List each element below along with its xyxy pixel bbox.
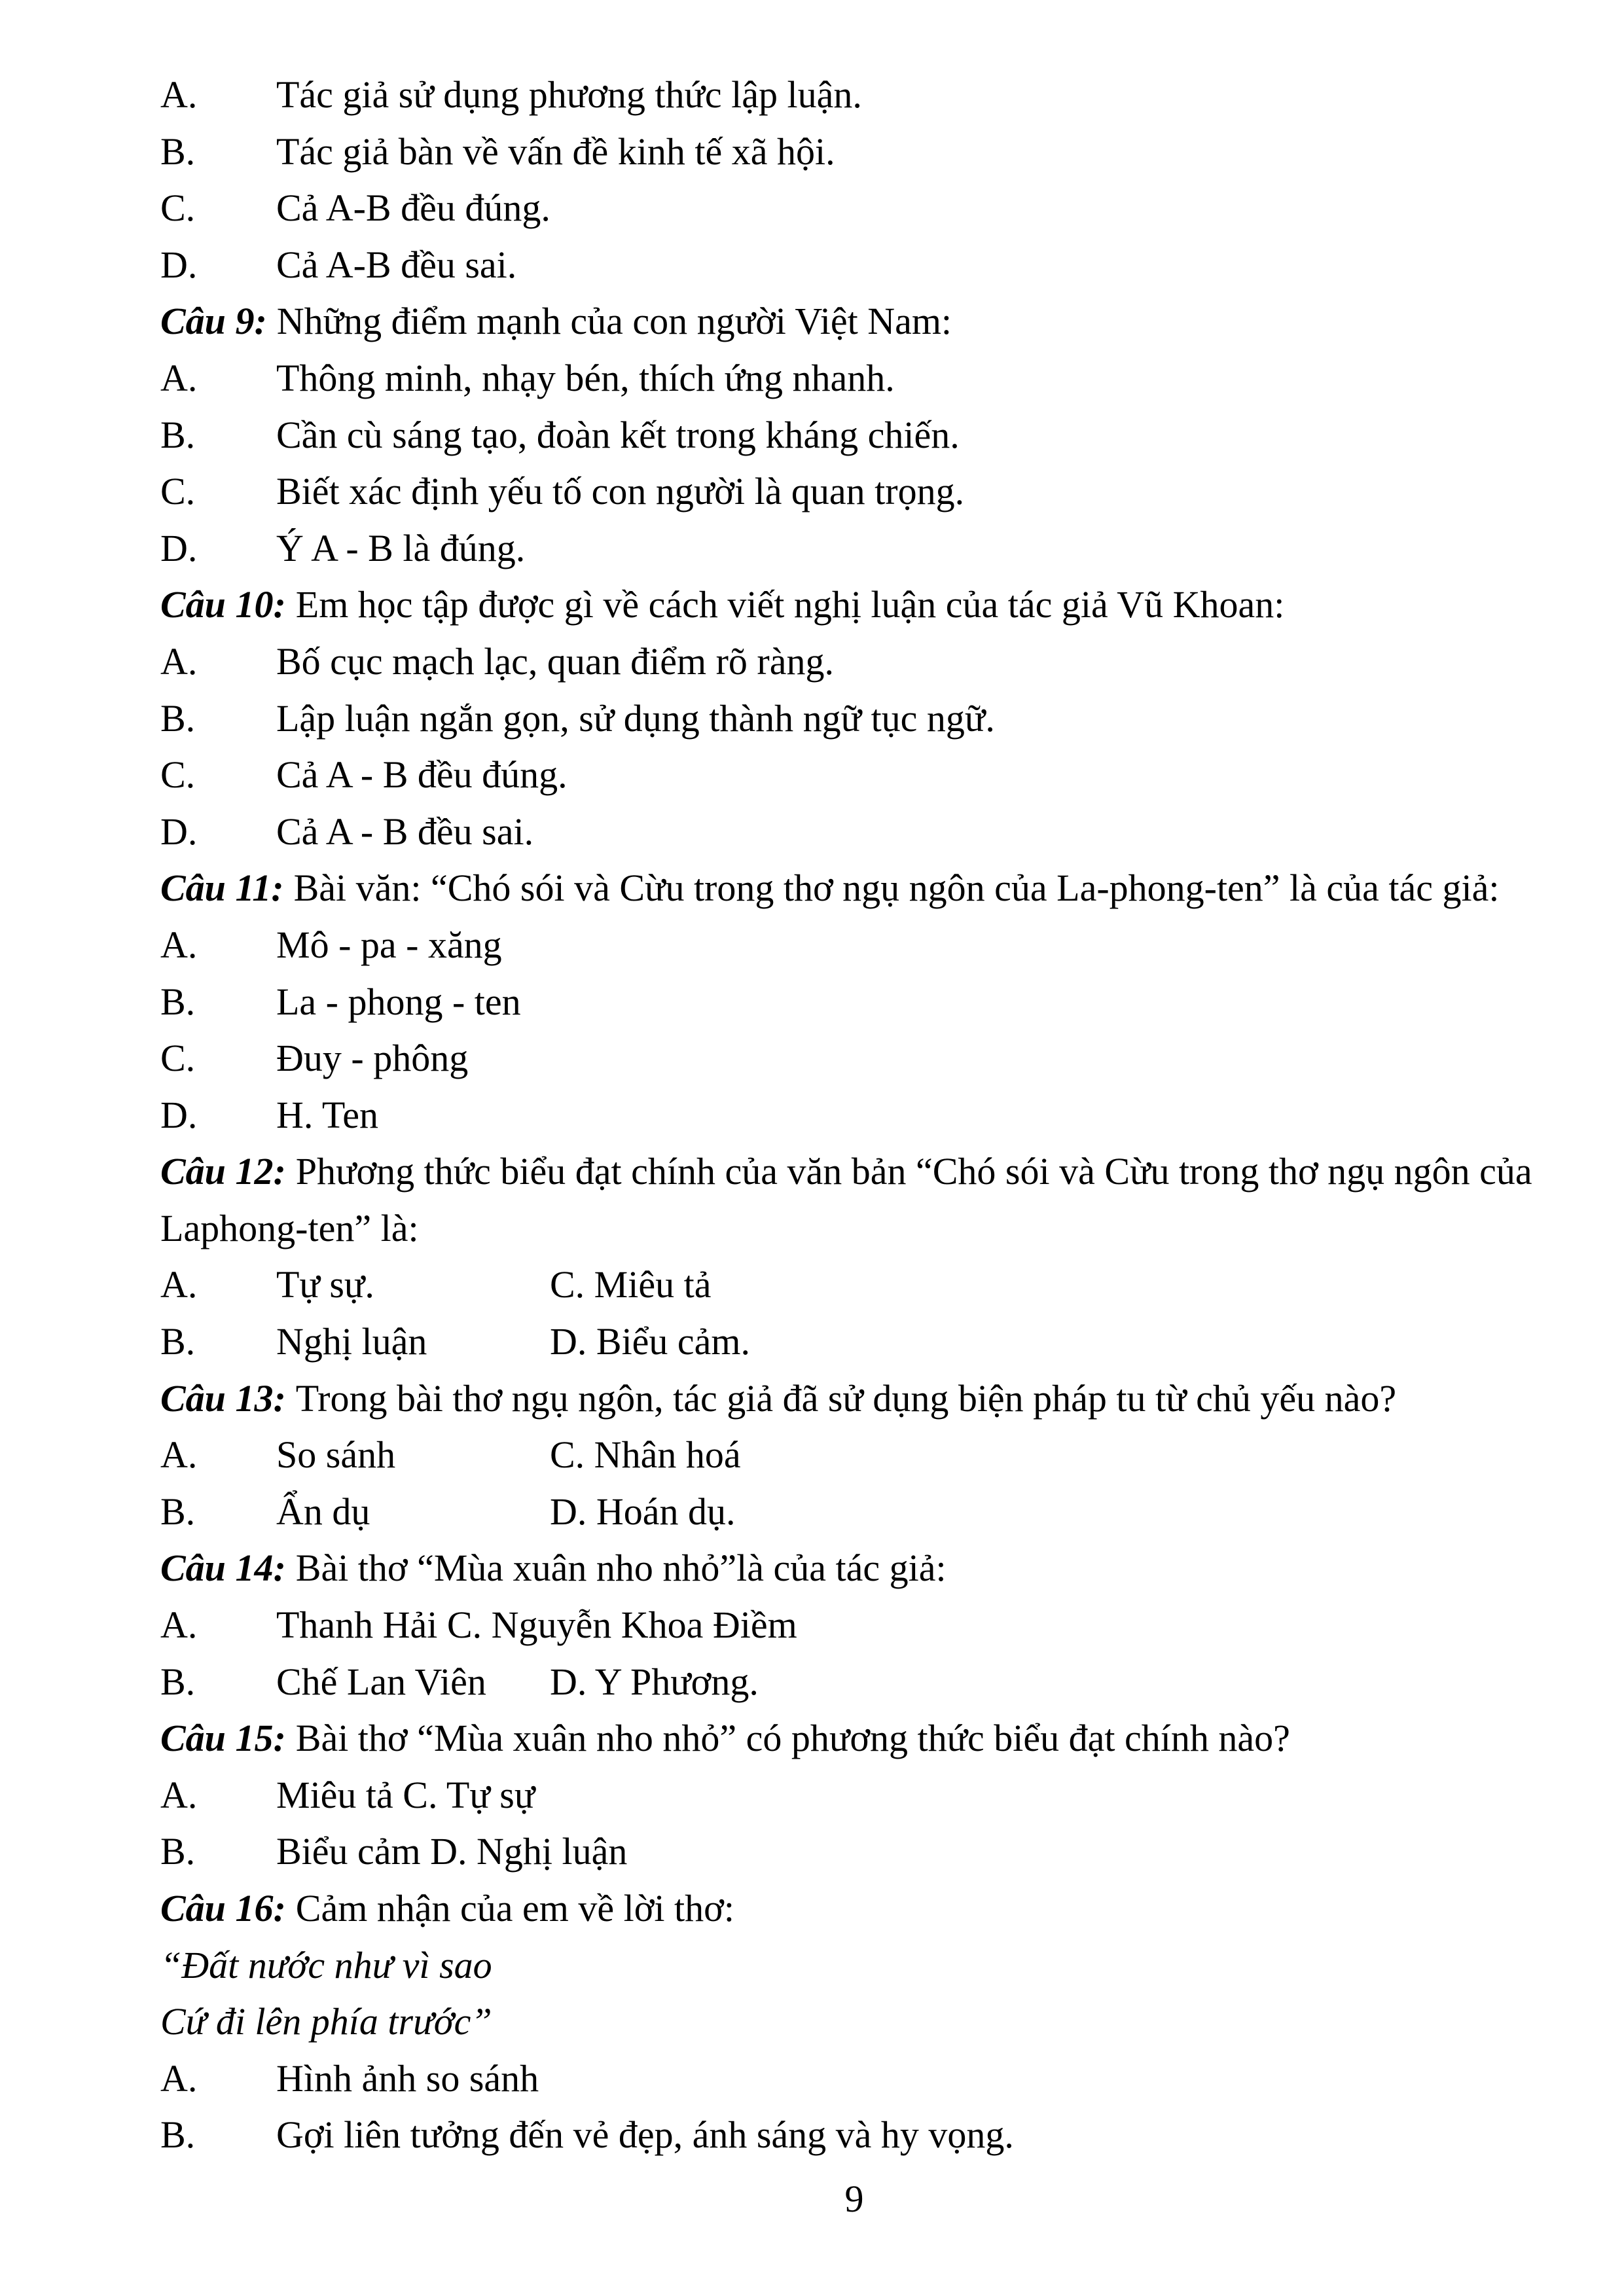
option-letter: D.	[160, 1093, 198, 1136]
option-letter: B.	[160, 1320, 196, 1363]
option-line	[160, 350, 1548, 407]
option-letter: D.	[160, 810, 198, 853]
question-text: Những điểm mạnh của con người Việt Nam:	[276, 300, 952, 343]
option-text: Hình ảnh so sánh	[276, 2056, 539, 2100]
question-text: Bài văn: “Chó sói và Cừu trong thơ ngụ ngôn của La-phong-ten” là của tác giả:	[293, 867, 1500, 910]
option-pair-line	[160, 1314, 1548, 1371]
question-line	[160, 1371, 1548, 1427]
option-letter: C.	[160, 1037, 196, 1080]
question-number-label: Câu 13:	[160, 1376, 286, 1420]
question-line	[160, 860, 1548, 917]
option-line	[160, 180, 1548, 237]
option-letter: A.	[160, 1263, 198, 1306]
option-line	[160, 67, 1548, 124]
question-number-label: Câu 16:	[160, 1887, 286, 1929]
option-line	[160, 1767, 1548, 1824]
option-line	[160, 2051, 1548, 2108]
option-line	[160, 407, 1548, 464]
option-line	[160, 2107, 1548, 2164]
option-line	[160, 1597, 1548, 1654]
option-letter: D.	[160, 243, 198, 286]
option-letter: C.	[160, 753, 196, 797]
option-text: Cả A - B đều đúng.	[276, 753, 568, 797]
question-line	[160, 293, 1548, 350]
option-text: Cả A-B đều sai.	[276, 243, 517, 286]
option-pair-line	[160, 1654, 1548, 1711]
option-letter: B.	[160, 1830, 196, 1873]
question-line	[160, 577, 1548, 634]
option-letter: A.	[160, 1433, 198, 1477]
option-line	[160, 634, 1548, 691]
option-text: La - phong - ten	[276, 980, 521, 1023]
option-line	[160, 1823, 1548, 1880]
question-line	[160, 1143, 1548, 1200]
option-pair-line	[160, 1427, 1548, 1484]
question-number-label: Câu 12:	[160, 1150, 286, 1193]
option-text: Miêu tả C. Tự sự	[276, 1773, 535, 1816]
option-text: Lập luận ngắn gọn, sử dụng thành ngữ tục ngữ.	[276, 696, 995, 740]
option-line	[160, 917, 1548, 974]
option-letter: B.	[160, 1490, 196, 1533]
option-text: Tác giả sử dụng phương thức lập luận.	[276, 73, 862, 116]
option-line	[160, 747, 1548, 804]
option-text-col2: C. Miêu tả	[550, 1263, 712, 1306]
question-text: Bài thơ “Mùa xuân nho nhỏ”là của tác giả:	[295, 1547, 947, 1590]
poem-quote-line	[160, 1937, 1548, 1994]
option-text-col2: D. Y Phương.	[550, 1660, 759, 1703]
option-line	[160, 463, 1548, 520]
option-text: Thanh Hải C. Nguyễn Khoa Điềm	[276, 1604, 797, 1647]
option-text: Gợi liên tưởng đến vẻ đẹp, ánh sáng và hy vọng.	[276, 2113, 1014, 2157]
option-letter: B.	[160, 413, 196, 456]
question-continuation-line	[160, 1200, 1548, 1257]
page-number: 9	[844, 2178, 864, 2220]
option-line	[160, 520, 1548, 577]
option-text: Cần cù sáng tạo, đoàn kết trong kháng chiến.	[276, 413, 960, 456]
option-text: Tác giả bàn về vấn đề kinh tế xã hội.	[276, 130, 835, 173]
question-number-label: Câu 14:	[160, 1547, 286, 1590]
question-text: Cảm nhận của em về lời thơ:	[295, 1887, 734, 1929]
question-number-label: Câu 11:	[160, 867, 284, 910]
question-line	[160, 1710, 1548, 1767]
option-text: Chế Lan Viên	[276, 1660, 486, 1703]
option-text: So sánh	[276, 1433, 396, 1477]
option-letter: B.	[160, 696, 196, 740]
option-letter: A.	[160, 639, 198, 683]
option-letter: A.	[160, 2056, 198, 2100]
question-number-label: Câu 15:	[160, 1717, 286, 1760]
option-text-col2: C. Nhân hoá	[550, 1433, 741, 1477]
question-line	[160, 1880, 1548, 1937]
option-letter: A.	[160, 73, 198, 116]
question-number-label: Câu 9:	[160, 300, 267, 343]
option-letter: B.	[160, 980, 196, 1023]
option-letter: A.	[160, 1604, 198, 1647]
option-line	[160, 691, 1548, 747]
option-letter: B.	[160, 1660, 196, 1703]
option-text: Cả A-B đều đúng.	[276, 187, 550, 230]
option-line	[160, 804, 1548, 861]
option-letter: B.	[160, 2113, 196, 2157]
option-letter: A.	[160, 356, 198, 399]
option-text: Đuy - phông	[276, 1037, 469, 1080]
option-pair-line	[160, 1257, 1548, 1314]
quote-text: Cứ đi lên phía trước”	[160, 2000, 492, 2043]
question-number-label: Câu 10:	[160, 583, 286, 626]
option-text: Cả A - B đều sai.	[276, 810, 534, 853]
option-line	[160, 237, 1548, 294]
option-letter: A.	[160, 923, 198, 966]
quote-text: “Đất nước như vì sao	[160, 1943, 492, 1986]
option-line	[160, 124, 1548, 181]
page-footer	[160, 2170, 1548, 2227]
option-text: Biết xác định yếu tố con người là quan trọng.	[276, 470, 965, 513]
question-text: Laphong-ten” là:	[160, 1206, 419, 1249]
question-text: Trong bài thơ ngụ ngôn, tác giả đã sử dụng biện pháp tu từ chủ yếu nào?	[295, 1376, 1397, 1420]
option-pair-line	[160, 1484, 1548, 1541]
option-letter: D.	[160, 526, 198, 569]
option-letter: C.	[160, 187, 196, 230]
option-letter: B.	[160, 130, 196, 173]
option-text: Tự sự.	[276, 1263, 374, 1306]
option-text-col2: D. Biểu cảm.	[550, 1320, 751, 1363]
option-text: Nghị luận	[276, 1320, 427, 1363]
option-text: Ý A - B là đúng.	[276, 526, 526, 569]
poem-quote-line	[160, 1994, 1548, 2051]
option-text: Thông minh, nhạy bén, thích ứng nhanh.	[276, 356, 895, 399]
question-text: Em học tập được gì về cách viết nghị luận của tác giả Vũ Khoan:	[295, 583, 1285, 626]
option-text: Bố cục mạch lạc, quan điểm rõ ràng.	[276, 639, 834, 683]
option-line	[160, 1030, 1548, 1087]
option-letter: C.	[160, 470, 196, 513]
question-text: Bài thơ “Mùa xuân nho nhỏ” có phương thức biểu đạt chính nào?	[295, 1717, 1290, 1760]
option-line	[160, 974, 1548, 1031]
option-text: H. Ten	[276, 1093, 378, 1136]
option-text-col2: D. Hoán dụ.	[550, 1490, 736, 1533]
question-text: Phương thức biểu đạt chính của văn bản “Chó sói và Cừu trong thơ ngụ ngôn của	[295, 1150, 1532, 1193]
option-text: Biểu cảm D. Nghị luận	[276, 1830, 628, 1873]
option-text: Mô - pa - xăng	[276, 923, 502, 966]
option-text: Ẩn dụ	[276, 1490, 370, 1533]
question-line	[160, 1540, 1548, 1597]
question-list	[160, 67, 1548, 2164]
option-line	[160, 1087, 1548, 1144]
option-letter: A.	[160, 1773, 198, 1816]
